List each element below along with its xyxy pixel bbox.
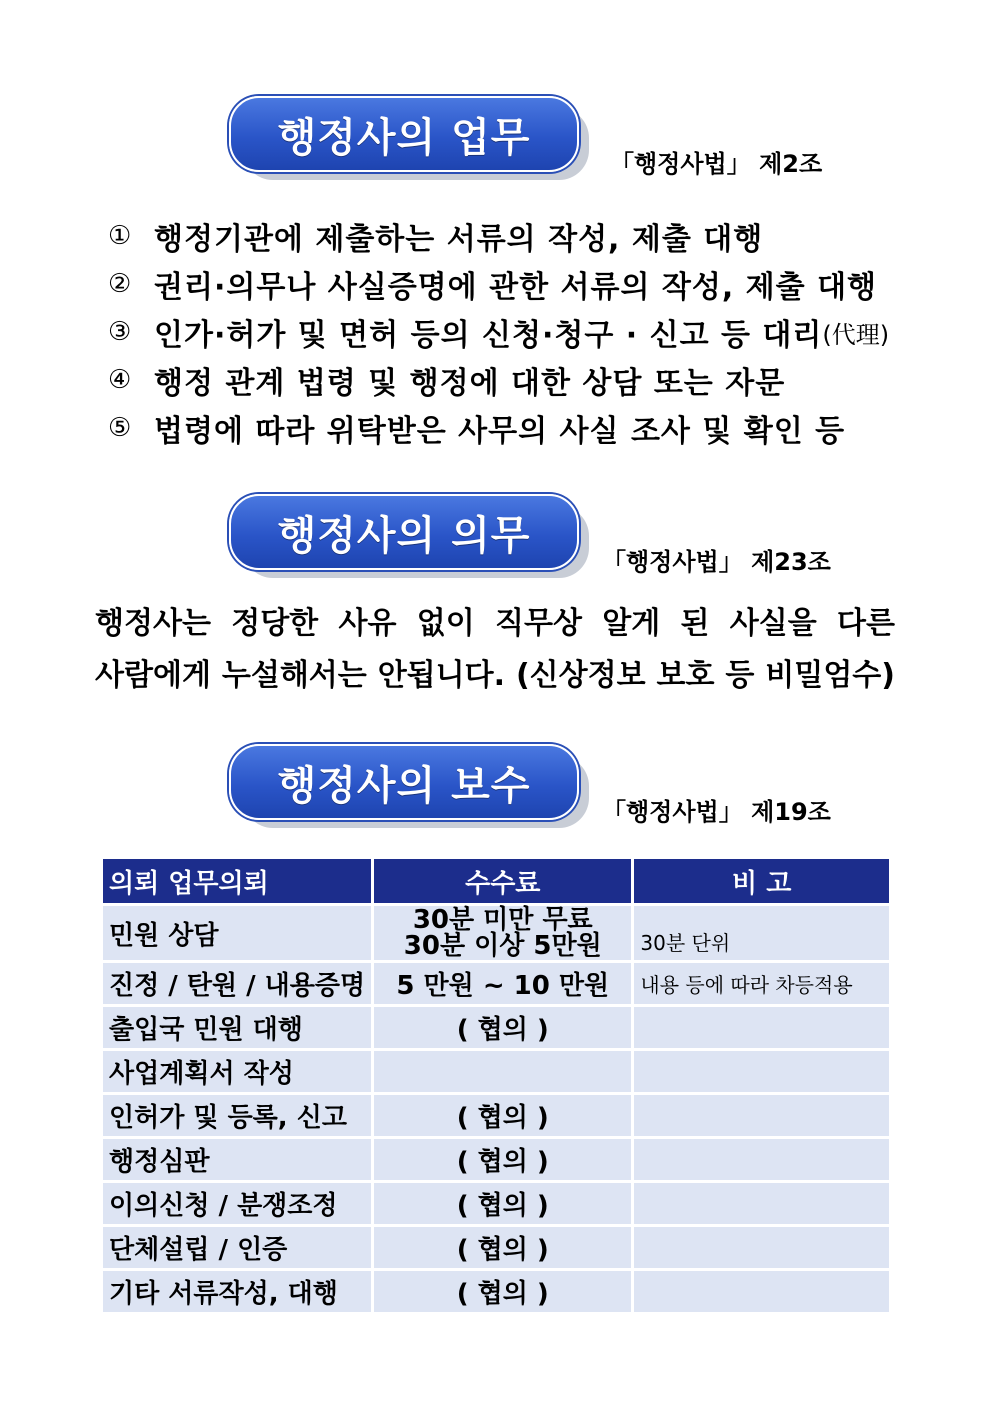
cell-note	[634, 1227, 889, 1268]
cell-fee: ( 협의 )	[374, 1271, 631, 1312]
cell-task: 출입국 민원 대행	[103, 1007, 371, 1048]
section-header-fees	[0, 744, 992, 844]
list-item	[108, 404, 908, 452]
cell-note: 30분 단위	[634, 906, 889, 960]
cell-fee: ( 협의 )	[374, 1227, 631, 1268]
duty-list	[108, 212, 908, 452]
cell-fee	[374, 906, 631, 960]
cell-task: 단체설립 / 인증	[103, 1227, 371, 1268]
list-item	[108, 308, 908, 356]
list-item	[108, 260, 908, 308]
item-number: ①	[108, 221, 132, 251]
cell-fee: ( 협의 )	[374, 1007, 631, 1048]
cell-note	[634, 1139, 889, 1180]
fee-table	[100, 856, 892, 1315]
cell-note	[634, 1271, 889, 1312]
item-suffix: (代理)	[822, 320, 890, 349]
cell-note	[634, 1007, 889, 1048]
table-row	[103, 1051, 889, 1092]
law-reference: 「행정사법」 제23조	[602, 548, 831, 576]
table-row	[103, 906, 889, 960]
cell-fee	[374, 1051, 631, 1092]
item-text: 권리·의무나 사실증명에 관한 서류의 작성, 제출 대행	[154, 270, 878, 305]
table-row	[103, 1139, 889, 1180]
cell-fee: ( 협의 )	[374, 1095, 631, 1136]
cell-task: 사업계획서 작성	[103, 1051, 371, 1092]
table-row	[103, 1271, 889, 1312]
section-title: 행정사의 업무	[229, 96, 579, 172]
table-row	[103, 1227, 889, 1268]
item-text: 법령에 따라 위탁받은 사무의 사실 조사 및 확인 등	[154, 414, 846, 449]
cell-task: 이의신청 / 분쟁조정	[103, 1183, 371, 1224]
fee-line: 30분 미만 무료	[412, 905, 593, 935]
cell-fee: ( 협의 )	[374, 1183, 631, 1224]
cell-task: 민원 상담	[103, 906, 371, 960]
law-reference: 「행정사법」 제2조	[610, 150, 823, 178]
item-text: 인가·허가 및 면허 등의 신청·청구 · 신고 등 대리	[154, 318, 823, 353]
item-number: ③	[108, 317, 132, 347]
section-header-duties	[0, 96, 992, 196]
cell-fee: ( 협의 )	[374, 1139, 631, 1180]
list-item	[108, 212, 908, 260]
section-title: 행정사의 보수	[229, 744, 579, 820]
item-number: ⑤	[108, 413, 132, 443]
cell-task: 행정심판	[103, 1139, 371, 1180]
cell-task: 진정 / 탄원 / 내용증명	[103, 963, 371, 1004]
law-reference: 「행정사법」 제19조	[602, 798, 831, 826]
header-fee: 수수료	[374, 859, 631, 903]
cell-fee: 5 만원 ~ 10 만원	[374, 963, 631, 1004]
cell-note	[634, 1095, 889, 1136]
paragraph-line: 사람에게 누설해서는 안됩니다. (신상정보 보호 등 비밀엄수)	[95, 658, 895, 693]
table-row	[103, 963, 889, 1004]
table-header-row	[103, 859, 889, 903]
item-text: 행정기관에 제출하는 서류의 작성, 제출 대행	[154, 222, 764, 257]
obligation-paragraph	[95, 598, 895, 702]
table-row	[103, 1183, 889, 1224]
cell-note	[634, 1051, 889, 1092]
cell-task: 기타 서류작성, 대행	[103, 1271, 371, 1312]
list-item	[108, 356, 908, 404]
section-title: 행정사의 의무	[229, 494, 579, 570]
header-task: 의뢰 업무의뢰	[103, 859, 371, 903]
cell-note: 내용 등에 따라 차등적용	[634, 963, 889, 1004]
cell-task: 인허가 및 등록, 신고	[103, 1095, 371, 1136]
table-row	[103, 1007, 889, 1048]
header-note: 비 고	[634, 859, 889, 903]
paragraph-line: 행정사는 정당한 사유 없이 직무상 알게 된 사실을 다른	[95, 606, 895, 641]
item-text: 행정 관계 법령 및 행정에 대한 상담 또는 자문	[154, 366, 786, 401]
item-number: ④	[108, 365, 132, 395]
section-header-obligation	[0, 494, 992, 594]
cell-note	[634, 1183, 889, 1224]
fee-line: 30분 이상 5만원	[403, 931, 602, 961]
item-number: ②	[108, 269, 132, 299]
table-row	[103, 1095, 889, 1136]
